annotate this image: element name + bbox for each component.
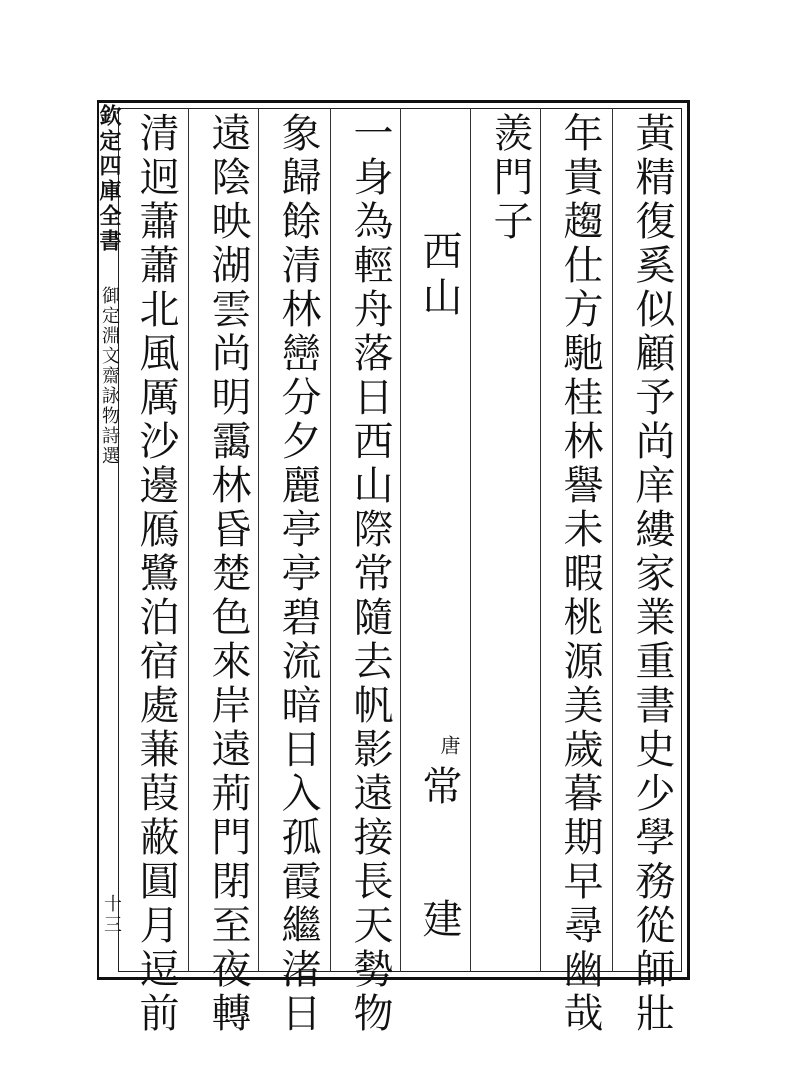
column-rule	[612, 108, 613, 972]
poem-line-4: 清迥蕭蕭北風厲沙邊鴈鷺泊宿處蒹葭蔽圓月逗前	[133, 112, 179, 1036]
margin-column	[96, 104, 122, 974]
column-rule	[330, 108, 331, 972]
book-title: 欽定四庫全書	[96, 104, 122, 254]
poem-line-1: 一身為輕舟落日西山際常隨去帆影遠接長天勢物	[347, 112, 393, 1036]
text-column-2: 年貴趨仕方馳桂林譽未暇桃源美歲暮期早尋幽哉	[557, 112, 603, 1036]
book-subtitle: 御定淵文齋詠物詩選	[99, 286, 120, 466]
poem-line-3: 遠陰映湖雲尚明靄林昏楚色來岸遠荊門閉至夜轉	[205, 112, 251, 1036]
poem-title: 西山	[416, 230, 462, 322]
page-number: 十三	[101, 894, 122, 936]
poem-author: 常 建	[416, 765, 462, 978]
text-column-1: 黃精復奚似顧予尚庠縷家業重書史少學務從師壯	[629, 112, 675, 1036]
poem-line-2: 象歸餘清林巒分夕麗亭亭碧流暗日入孤霞繼渚日	[275, 112, 321, 1036]
poem-dynasty: 唐	[437, 735, 461, 755]
column-rule	[188, 108, 189, 972]
text-column-3: 羨門子	[487, 112, 533, 244]
